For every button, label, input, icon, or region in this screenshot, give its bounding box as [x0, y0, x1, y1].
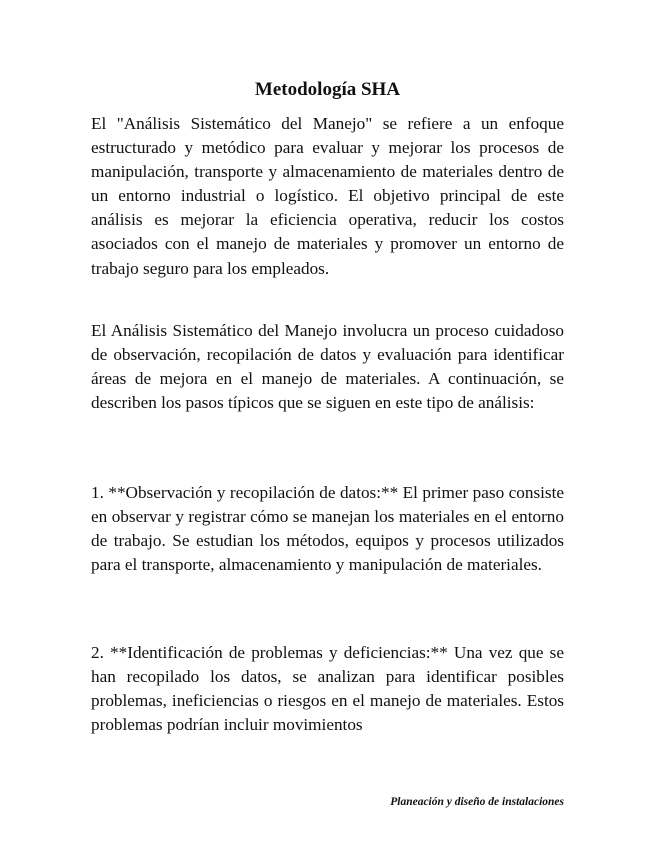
paragraph-step-2: 2. **Identificación de problemas y deficiencias:** Una vez que se han recopilado los datos, se analizan para identificar posibles problemas, ineficiencias o riesgos en el manejo de materiales. Estos problemas podrían incluir movimientos [91, 643, 564, 735]
page-footer: Planeación y diseño de instalaciones [390, 796, 564, 808]
paragraph-step-1: 1. **Observación y recopilación de datos:** El primer paso consiste en observar y registrar cómo se manejan los materiales en el entorno de trabajo. Se estudian los métodos, equipos y procesos utilizados para el transporte, almacenamiento y manipulación de materiales. [91, 483, 564, 575]
page-title: Metodología SHA [254, 79, 401, 100]
paragraph-process: El Análisis Sistemático del Manejo involucra un proceso cuidadoso de observación, recopilación de datos y evaluación para identificar áreas de mejora en el manejo de materiales. A continuación, se describen los pasos típicos que se siguen en este tipo de análisis: [91, 321, 564, 413]
paragraph-intro: El "Análisis Sistemático del Manejo" se refiere a un enfoque estructurado y metódico para evaluar y mejorar los procesos de manipulación, transporte y almacenamiento de materiales dentro de un entorno industrial o logístico. El objetivo principal de este análisis es mejorar la eficiencia operativa, reducir los costos asociados con el manejo de materiales y promover un entorno de trabajo seguro para los empleados. [91, 114, 564, 278]
